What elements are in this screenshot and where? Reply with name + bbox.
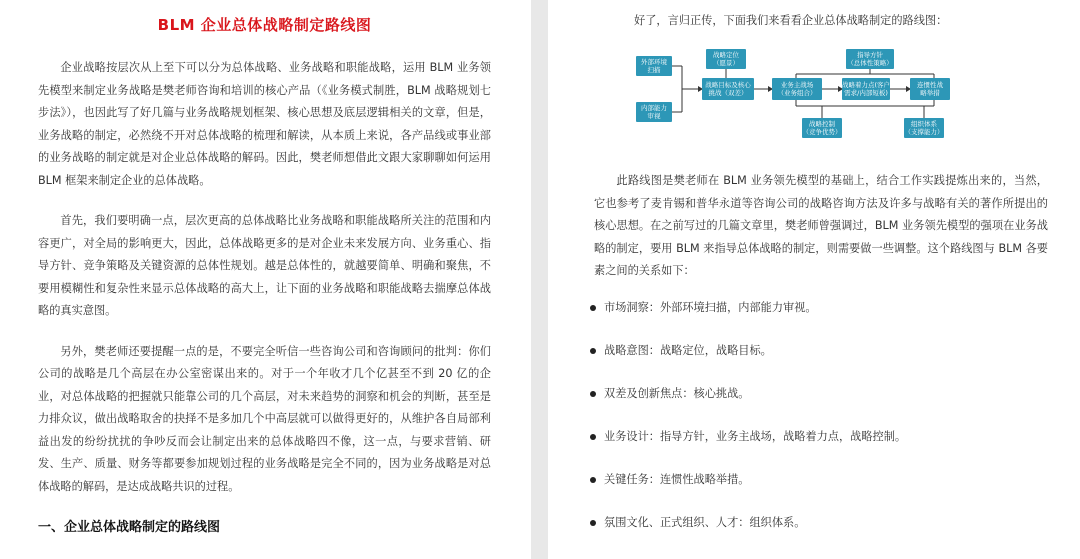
bullet-icon xyxy=(590,520,596,526)
blm-mapping-list xyxy=(590,301,1048,530)
list-item: 双差及创新焦点：核心挑战。 xyxy=(590,387,1048,401)
bullet-icon xyxy=(590,305,596,311)
box-strategic-initiatives: 连惯性战 略举措 xyxy=(910,78,950,100)
paragraph-intro: 企业战略按层次从上至下可以分为总体战略、业务战略和职能战略，运用 BLM 业务领先模型来制定业务战略是樊老师咨询和培训的核心产品（《业务模式制胜，BLM 战略规划七步法》），也因此写了好几篇与业务战略规划框架、核心思想及底层逻辑相关的文章，但是，业务战略的制定，必然绕不开对总体战略的梳理和解读，从本质上来说，各产品线或事业部的业务战略的制定就是对企业总体战略的解码。因此，樊老师想借此文跟大家聊聊如何运用 BLM 框架来制定企业的总体战略。 xyxy=(38,61,491,187)
bullet-icon xyxy=(590,477,596,483)
roadmap-intro: 好了，言归正传，下面我们来看看企业总体战略制定的路线图： xyxy=(634,14,948,27)
list-item: 战略意图：战略定位，战略目标。 xyxy=(590,344,1048,358)
box-external-scan: 外部环境 扫描 xyxy=(636,56,672,76)
box-strategic-positioning: 战略定位 （愿景） xyxy=(706,49,746,69)
list-item: 市场洞察：外部环境扫描，内部能力审视。 xyxy=(590,301,1048,315)
left-page xyxy=(0,0,531,559)
list-item: 业务设计：指导方针，业务主战场，战略着力点，战略控制。 xyxy=(590,430,1048,444)
bullet-icon xyxy=(590,434,596,440)
box-guideline: 指导方针 （总体性策略） xyxy=(847,51,893,67)
box-strategic-focus: 战略着力点(客户 需求/内部短板) xyxy=(842,78,890,100)
paragraph-overall-strategy: 首先，我们要明确一点，层次更高的总体战略比业务战略和职能战略所关注的范围和内容更广，对全局的影响更大，因此，总体战略更多的是对企业未来发展方向、业务重心、指导方针、竞争策略及关键资源的总体性规划。越是总体性的，就越要简单、明确和聚焦，不要用模糊性和复杂性来显示总体战略的高大上，让下面的业务战略和职能战略去揣摩总体战略的真实意图。 xyxy=(38,214,491,317)
box-organization: 组织体系 （支撑能力） xyxy=(904,120,944,136)
bullet-icon xyxy=(590,391,596,397)
diagram-connectors xyxy=(634,44,1054,156)
box-main-battlefield: 业务主战场 （业务组合） xyxy=(772,78,822,100)
roadmap-explanation: 此路线图是樊老师在 BLM 业务领先模型的基础上，结合工作实践提炼出来的，当然，它也参考了麦肯锡和普华永道等咨询公司的战略咨询方法及许多与战略有关的著作所提出的核心思想。在之前写过的几篇文章里，樊老师曾强调过，BLM 业务领先模型的强项在业务战略的制定，要用 BLM 来指导总体战略的制定，则需要做一些调整。这个路线图与 BLM 各要素之间的关系如下： xyxy=(594,174,1048,277)
roadmap-diagram xyxy=(634,44,1054,156)
box-internal-capability: 内部能力 审视 xyxy=(636,102,672,122)
document-title: BLM 企业总体战略制定路线图 xyxy=(157,16,372,34)
section-heading: 一、企业总体战略制定的路线图 xyxy=(38,520,221,535)
bullet-icon xyxy=(590,348,596,354)
list-item: 氛围文化、正式组织、人才：组织体系。 xyxy=(590,516,1048,530)
paragraph-reminder: 另外，樊老师还要提醒一点的是，不要完全听信一些咨询公司和咨询顾问的批判：你们公司的战略是几个高层在办公室密谋出来的。对于一个年收才几个亿甚至不到 20 亿的企业，对总体战略的把握就只能靠公司的几个高层，对未来趋势的洞察和机会的判断，甚至是力排众议，做出战略取舍的抉择不是多加几个中高层就可以做得更好的，从维护各自局部利益出发的纷纷扰扰的争吵反而会让制定出来的总体战略四不像，这一点，与要求营销、研发、生产、质量、财务等都要参加规划过程的业务战略是完全不同的，因为业务战略是对总体战略的解码，是达成战略共识的过程。 xyxy=(38,344,491,493)
list-item: 关键任务：连惯性战略举措。 xyxy=(590,473,1048,487)
box-strategic-control: 战略控制 （竞争优势） xyxy=(802,120,842,136)
right-page xyxy=(548,0,1080,559)
box-strategic-goals: 战略目标及核心 挑战（双差） xyxy=(702,78,754,100)
